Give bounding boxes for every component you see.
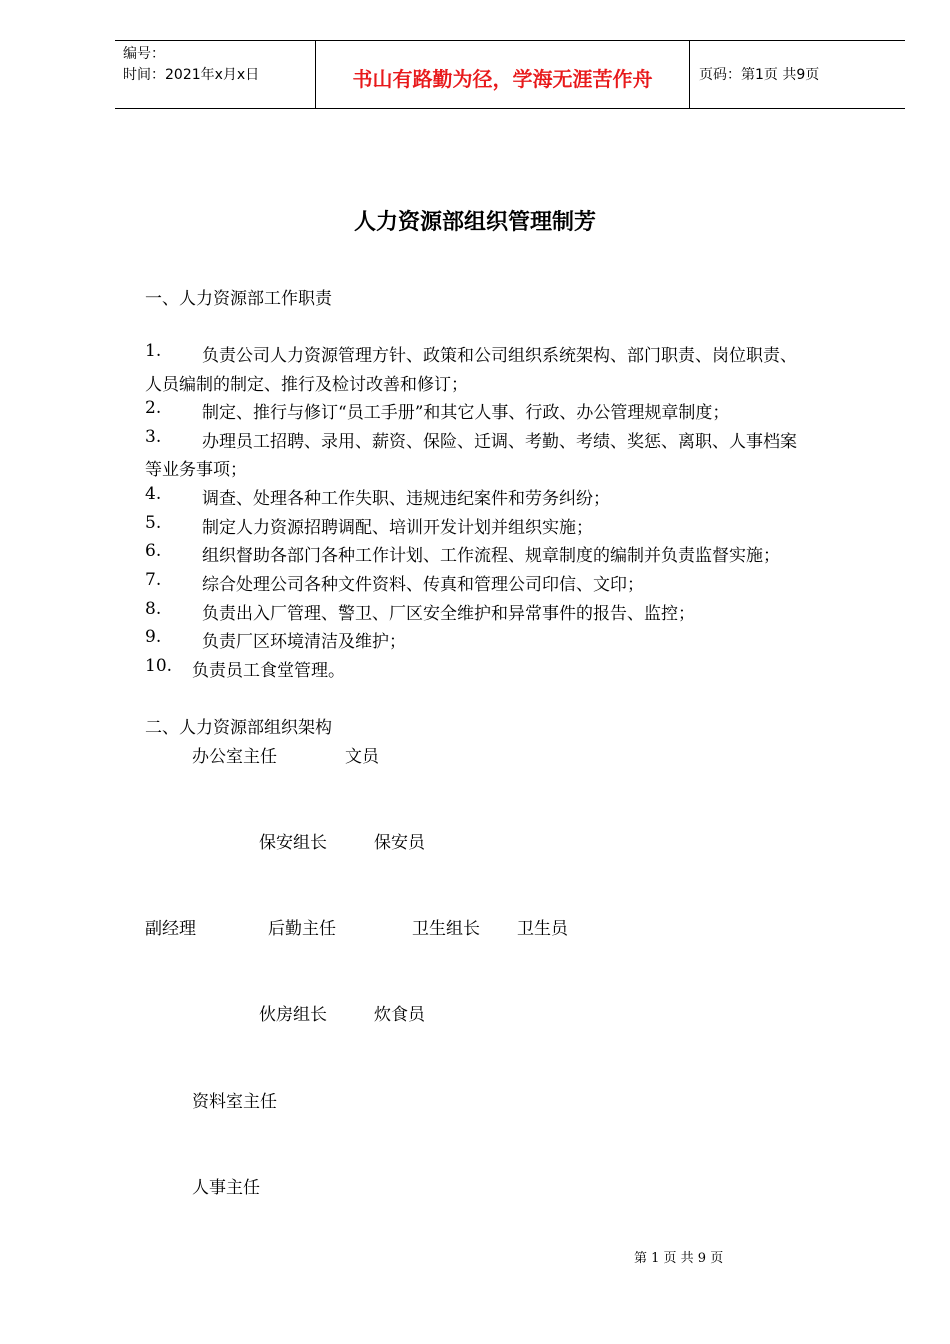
list-item-text: 人员编制的制定、推行及检讨改善和修订； <box>145 375 468 395</box>
list-item-text: 制定、推行与修订“员工手册”和其它人事、行政、办公管理规章制度； <box>202 403 730 423</box>
document-title: 人力资源部组织管理制芳 <box>353 209 596 235</box>
org-clerk: 文员 <box>345 747 379 767</box>
org-office-director: 办公室主任 <box>192 747 277 767</box>
org-logistics-director: 后勤主任 <box>268 919 336 939</box>
list-item-number: 1. <box>145 341 162 361</box>
list-item-text: 制定人力资源招聘调配、培训开发计划并组织实施； <box>202 518 593 538</box>
list-item-number: 6. <box>145 541 162 561</box>
org-hr-director: 人事主任 <box>192 1178 260 1198</box>
page-footer: 第 1 页 共 9 页 <box>634 1251 724 1266</box>
list-item-text: 负责公司人力资源管理方针、政策和公司组织系统架构、部门职责、岗位职责、 <box>202 346 797 366</box>
code-label: 编号： <box>123 46 165 62</box>
list-item-number: 3. <box>145 427 162 447</box>
list-item-number: 9. <box>145 627 162 647</box>
header-page-info: 页码：第1页 共9页 <box>699 67 820 83</box>
section1-heading: 一、人力资源部工作职责 <box>145 289 332 309</box>
org-security-leader: 保安组长 <box>259 833 327 853</box>
section2-heading: 二、人力资源部组织架构 <box>145 718 332 738</box>
list-item-text: 组织督助各部门各种工作计划、工作流程、规章制度的编制并负责监督实施； <box>202 546 780 566</box>
org-kitchen-leader: 伙房组长 <box>259 1005 327 1025</box>
page-header <box>115 40 905 109</box>
list-item-number: 10. <box>145 656 173 676</box>
org-sanitation-leader: 卫生组长 <box>412 919 480 939</box>
org-archive-director: 资料室主任 <box>192 1092 277 1112</box>
list-item-text: 综合处理公司各种文件资料、传真和管理公司印信、文印； <box>202 575 644 595</box>
header-meta <box>123 44 259 86</box>
list-item-number: 8. <box>145 599 162 619</box>
list-item-number: 7. <box>145 570 162 590</box>
list-item-text: 调查、处理各种工作失职、违规违纪案件和劳务纠纷； <box>202 489 610 509</box>
list-item-number: 4. <box>145 484 162 504</box>
list-item-text: 负责厂区环境清洁及维护； <box>202 632 406 652</box>
list-item-number: 2. <box>145 398 162 418</box>
list-item-text: 负责出入厂管理、警卫、厂区安全维护和异常事件的报告、监控； <box>202 604 695 624</box>
org-cook: 炊食员 <box>374 1005 425 1025</box>
time-label: 时间：2021年x月x日 <box>123 67 260 83</box>
list-item-text: 办理员工招聘、录用、薪资、保险、迁调、考勤、考绩、奖惩、离职、人事档案 <box>202 432 797 452</box>
org-security-guard: 保安员 <box>374 833 425 853</box>
list-item-number: 5. <box>145 513 162 533</box>
header-divider <box>689 41 690 108</box>
org-sanitation-worker: 卫生员 <box>517 919 568 939</box>
list-item-text: 负责员工食堂管理。 <box>192 661 345 681</box>
list-item-text: 等业务事项； <box>145 460 247 480</box>
header-motto: 书山有路勤为径，学海无涯苦作舟 <box>352 67 653 91</box>
org-deputy-manager: 副经理 <box>145 919 196 939</box>
